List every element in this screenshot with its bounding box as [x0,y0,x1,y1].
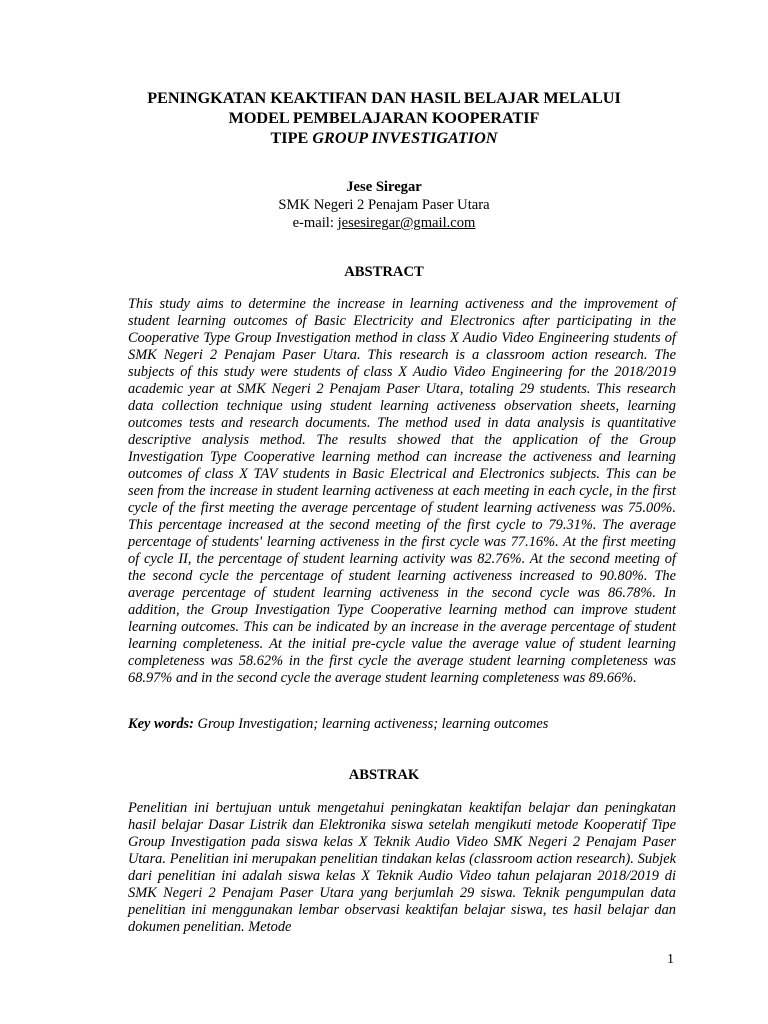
abstrak-heading: ABSTRAK [348,767,420,783]
abstract-body: This study aims to determine the increase in learning activeness and the improvement of student learning outcomes of Basic Electricity and Electronics after participating in the Cooperative Type Group Investigation method in class X Audio Video Engineering students of SMK Negeri 2 Penajam Paser Utara. This research is a classroom action research. The subjects of this study were students of class X Audio Video Engineering for the 2018/2019 academic year at SMK Negeri 2 Penajam Paser Utara, totaling 29 students. This research data collection technique using student learning activeness observation sheets, learning outcomes tests and research documents. The method used in data analysis is quantitative descriptive analysis method. The results showed that the application of the Group Investigation Type Cooperative learning method can increase the activeness and learning outcomes of class X TAV students in Basic Electrical and Electronics subjects. This can be seen from the increase in student learning activeness at each meeting in each cycle, in the first cycle of the first meeting the average percentage of student learning activeness was 75.00%. This percentage increased at the second meeting of the first cycle to 79.31%. The average percentage of students' learning activeness in the first cycle was 77.16%. At the first meeting of cycle II, the percentage of student learning activity was 82.76%. At the second meeting of the second cycle the percentage of student learning activeness increased to 90.80%. The average percentage of student learning activeness in the second cycle was 86.78%. In addition, the Group Investigation Type Cooperative learning method can improve student learning outcomes. This can be indicated by an increase in the average percentage of student learning completeness. At the initial pre-cycle value the average value of student learning completeness was 58.62% in the first cycle the average student learning completeness was 68.97% and in the second cycle the average student learning completeness was 89.66%. [128,296,676,686]
abstract-heading: ABSTRACT [344,264,424,280]
paper-title [100,88,668,148]
title-line-3-prefix: TIPE [270,129,313,147]
keywords-text: Group Investigation; learning activeness; learning outcomes [193,716,549,732]
page-number: 1 [667,952,674,967]
author-affiliation: SMK Negeri 2 Penajam Paser Utara [278,197,490,213]
keywords-label: Key words: [128,716,194,732]
keywords-line [128,716,676,733]
abstrak-body: Penelitian ini bertujuan untuk mengetahui peningkatan keaktifan belajar dan peningkatan hasil belajar Dasar Listrik dan Elektronika siswa setelah mengikuti metode Kooperatif Tipe Group Investigation pada siswa kelas X Teknik Audio Video SMK Negeri 2 Penajam Paser Utara. Penelitian ini merupakan penelitian tindakan kelas (classroom action research). Subjek dari penelitian ini adalah siswa kelas X Teknik Audio Video tahun pelajaran 2018/2019 di SMK Negeri 2 Penajam Paser Utara yang berjumlah 29 siswa. Teknik pengumpulan data penelitian ini menggunakan lembar observasi keaktifan belajar siswa, tes hasil belajar dan dokumen penelitian. Metode [128,800,676,935]
title-line-1: PENINGKATAN KEAKTIFAN DAN HASIL BELAJAR MELALUI [147,89,621,107]
title-line-3 [100,128,668,148]
title-line-3-italic: GROUP INVESTIGATION [312,129,498,147]
author-email-line [100,214,668,232]
author-name: Jese Siregar [346,179,422,195]
author-block [100,178,668,232]
email-label: e-mail: [292,215,338,231]
title-line-2: MODEL PEMBELAJARAN KOOPERATIF [228,109,540,127]
email-link[interactable]: jesesiregar@gmail.com [337,215,476,231]
